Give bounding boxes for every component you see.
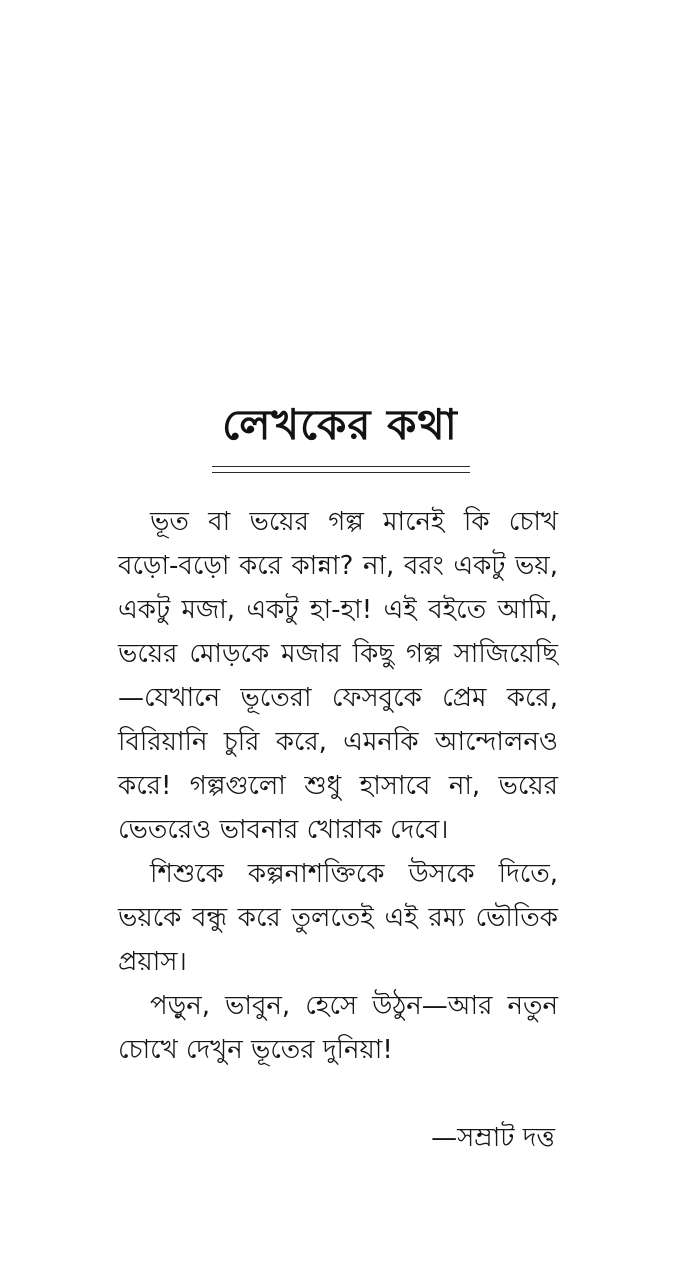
heading-block (200, 396, 480, 454)
paragraph-1: ভূত বা ভয়ের গল্প মানেই কি চোখ বড়ো-বড়ো করে কান্না? না, বরং একটু ভয়, একটু মজা, একটু হা-হা! এই বইতে আমি, ভয়ের মোড়কে মজার কিছু গল্প সাজিয়েছি—যেখানে ভূতেরা ফেসবুকে প্রেম করে, বিরিয়ানি চুরি করে, এমনকি আন্দোলনও করে! গল্পগুলো শুধু হাসাবে না, ভয়ের ভেতরেও ভাবনার খোরাক দেবে। (118, 507, 558, 845)
title-underline-bottom (212, 472, 470, 473)
author-signature: —সম্রাট দত্ত (431, 1123, 555, 1153)
title-underline-top (212, 466, 470, 467)
preface-body (118, 500, 558, 1072)
paragraph-2: শিশুকে কল্পনাশক্তিকে উসকে দিতে, ভয়কে বন্ধু করে তুলতেই এই রম্য ভৌতিক প্রয়াস। (118, 859, 558, 977)
page-title: লেখকের কথা (222, 400, 458, 449)
paragraph-3: পড়ুন, ভাবুন, হেসে উঠুন—আর নতুন চোখে দেখুন ভূতের দুনিয়া! (118, 991, 558, 1065)
